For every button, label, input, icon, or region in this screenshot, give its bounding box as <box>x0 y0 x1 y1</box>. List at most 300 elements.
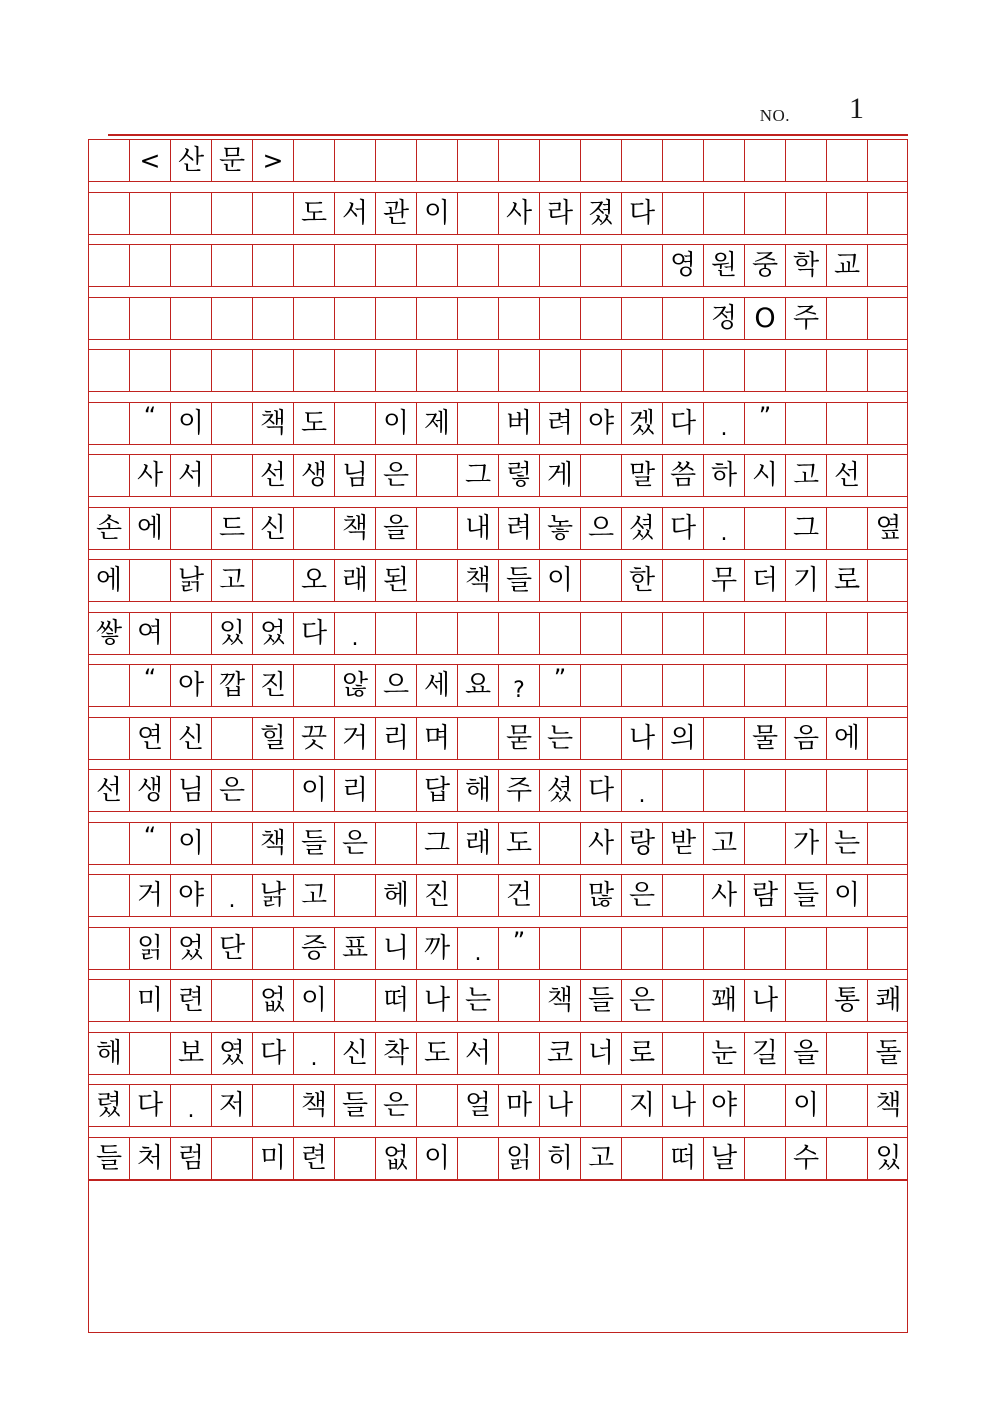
manuscript-cell[interactable]: 은 <box>622 875 663 916</box>
manuscript-cell[interactable]: 은 <box>376 455 417 496</box>
manuscript-cell[interactable] <box>458 718 499 759</box>
manuscript-cell[interactable]: 관 <box>376 193 417 234</box>
manuscript-cell[interactable]: 나 <box>663 1085 704 1126</box>
manuscript-cell[interactable] <box>499 1033 540 1074</box>
manuscript-cell[interactable] <box>663 140 704 181</box>
manuscript-cell[interactable] <box>622 245 663 286</box>
manuscript-cell[interactable]: 이 <box>171 403 212 444</box>
manuscript-cell[interactable] <box>376 140 417 181</box>
manuscript-cell[interactable]: 처 <box>130 1138 171 1179</box>
manuscript-cell[interactable] <box>499 350 540 391</box>
manuscript-cell[interactable]: 묻 <box>499 718 540 759</box>
manuscript-cell[interactable]: 무 <box>704 560 745 601</box>
manuscript-cell[interactable] <box>417 298 458 339</box>
manuscript-cell[interactable] <box>622 613 663 654</box>
manuscript-cell[interactable] <box>89 875 130 916</box>
manuscript-cell[interactable]: 착 <box>376 1033 417 1074</box>
manuscript-cell[interactable] <box>89 350 130 391</box>
manuscript-cell[interactable]: 요 <box>458 665 499 706</box>
manuscript-cell[interactable] <box>171 245 212 286</box>
manuscript-cell[interactable]: . <box>704 508 745 549</box>
manuscript-cell[interactable]: “ <box>130 403 171 444</box>
manuscript-cell[interactable]: 서 <box>335 193 376 234</box>
manuscript-cell[interactable] <box>581 140 622 181</box>
manuscript-cell[interactable]: 다 <box>663 403 704 444</box>
manuscript-cell[interactable] <box>89 298 130 339</box>
manuscript-cell[interactable]: 이 <box>786 1085 827 1126</box>
manuscript-cell[interactable] <box>868 718 909 759</box>
manuscript-cell[interactable]: 렇 <box>499 455 540 496</box>
manuscript-cell[interactable] <box>540 823 581 864</box>
manuscript-cell[interactable] <box>171 613 212 654</box>
manuscript-cell[interactable] <box>581 613 622 654</box>
manuscript-cell[interactable]: 원 <box>704 245 745 286</box>
manuscript-cell[interactable]: 세 <box>417 665 458 706</box>
manuscript-cell[interactable]: 낡 <box>253 875 294 916</box>
manuscript-cell[interactable]: 라 <box>540 193 581 234</box>
manuscript-cell[interactable]: 이 <box>417 1138 458 1179</box>
manuscript-cell[interactable] <box>827 928 868 969</box>
manuscript-cell[interactable]: 들 <box>499 560 540 601</box>
manuscript-cell[interactable]: 책 <box>253 823 294 864</box>
manuscript-cell[interactable]: 다 <box>581 770 622 811</box>
manuscript-cell[interactable]: 떠 <box>376 980 417 1021</box>
manuscript-cell[interactable]: 씀 <box>663 455 704 496</box>
manuscript-cell[interactable]: 로 <box>827 560 868 601</box>
manuscript-cell[interactable]: 교 <box>827 245 868 286</box>
manuscript-cell[interactable] <box>540 613 581 654</box>
manuscript-cell[interactable]: 들 <box>786 875 827 916</box>
manuscript-cell[interactable]: 에 <box>130 508 171 549</box>
manuscript-cell[interactable]: 는 <box>827 823 868 864</box>
manuscript-cell[interactable]: 답 <box>417 770 458 811</box>
manuscript-cell[interactable]: 한 <box>622 560 663 601</box>
manuscript-cell[interactable]: 책 <box>335 508 376 549</box>
manuscript-cell[interactable]: 미 <box>130 980 171 1021</box>
manuscript-cell[interactable]: 주 <box>786 298 827 339</box>
manuscript-cell[interactable] <box>458 613 499 654</box>
manuscript-cell[interactable]: 날 <box>704 1138 745 1179</box>
manuscript-cell[interactable] <box>786 928 827 969</box>
manuscript-cell[interactable]: 기 <box>786 560 827 601</box>
manuscript-cell[interactable] <box>335 403 376 444</box>
manuscript-cell[interactable] <box>212 193 253 234</box>
manuscript-cell[interactable] <box>581 350 622 391</box>
manuscript-cell[interactable] <box>827 770 868 811</box>
manuscript-cell[interactable]: 진 <box>253 665 294 706</box>
manuscript-cell[interactable] <box>540 140 581 181</box>
manuscript-cell[interactable] <box>253 560 294 601</box>
manuscript-cell[interactable]: 하 <box>704 455 745 496</box>
manuscript-cell[interactable] <box>663 928 704 969</box>
manuscript-cell[interactable] <box>868 403 909 444</box>
manuscript-cell[interactable]: 은 <box>622 980 663 1021</box>
manuscript-cell[interactable] <box>212 823 253 864</box>
manuscript-cell[interactable] <box>253 770 294 811</box>
manuscript-cell[interactable] <box>376 350 417 391</box>
manuscript-cell[interactable]: . <box>171 1085 212 1126</box>
manuscript-cell[interactable]: ” <box>745 403 786 444</box>
manuscript-cell[interactable]: 셨 <box>622 508 663 549</box>
manuscript-cell[interactable] <box>581 665 622 706</box>
manuscript-cell[interactable]: 돌 <box>875 1037 902 1069</box>
manuscript-cell[interactable] <box>458 140 499 181</box>
manuscript-cell[interactable] <box>745 928 786 969</box>
manuscript-cell[interactable]: 쌓 <box>89 613 130 654</box>
manuscript-cell[interactable]: 사 <box>704 875 745 916</box>
manuscript-cell[interactable]: . <box>335 613 376 654</box>
manuscript-cell[interactable]: 이 <box>171 823 212 864</box>
manuscript-cell[interactable] <box>868 665 909 706</box>
manuscript-cell[interactable]: 도 <box>417 1033 458 1074</box>
manuscript-cell[interactable]: 학 <box>786 245 827 286</box>
manuscript-cell[interactable]: 아 <box>171 665 212 706</box>
manuscript-cell[interactable] <box>294 245 335 286</box>
manuscript-cell[interactable]: 보 <box>171 1033 212 1074</box>
manuscript-cell[interactable]: . <box>458 928 499 969</box>
manuscript-cell[interactable] <box>622 665 663 706</box>
manuscript-cell[interactable] <box>253 298 294 339</box>
manuscript-cell[interactable]: 정 <box>704 298 745 339</box>
manuscript-cell[interactable] <box>499 140 540 181</box>
manuscript-cell[interactable] <box>417 140 458 181</box>
manuscript-cell[interactable] <box>786 665 827 706</box>
manuscript-cell[interactable]: 중 <box>745 245 786 286</box>
manuscript-cell[interactable] <box>663 665 704 706</box>
manuscript-cell[interactable]: 얼 <box>458 1085 499 1126</box>
manuscript-cell[interactable]: 깝 <box>212 665 253 706</box>
manuscript-cell[interactable] <box>745 350 786 391</box>
manuscript-cell[interactable]: 끗 <box>294 718 335 759</box>
manuscript-cell[interactable] <box>581 298 622 339</box>
manuscript-cell[interactable]: 꽤 <box>704 980 745 1021</box>
manuscript-cell[interactable]: 래 <box>458 823 499 864</box>
manuscript-cell[interactable] <box>417 245 458 286</box>
manuscript-cell[interactable]: 렸 <box>89 1085 130 1126</box>
manuscript-cell[interactable] <box>376 770 417 811</box>
manuscript-cell[interactable]: 며 <box>417 718 458 759</box>
manuscript-cell[interactable]: 럼 <box>171 1138 212 1179</box>
manuscript-cell[interactable] <box>622 1138 663 1179</box>
manuscript-cell[interactable]: 게 <box>540 455 581 496</box>
manuscript-cell[interactable] <box>212 298 253 339</box>
manuscript-cell[interactable] <box>212 980 253 1021</box>
manuscript-cell[interactable]: 이 <box>376 403 417 444</box>
manuscript-cell[interactable]: 는 <box>458 980 499 1021</box>
manuscript-cell[interactable]: 힐 <box>253 718 294 759</box>
manuscript-cell[interactable]: 신 <box>253 508 294 549</box>
manuscript-cell[interactable]: 의 <box>663 718 704 759</box>
manuscript-cell[interactable]: 선 <box>253 455 294 496</box>
manuscript-cell[interactable] <box>540 298 581 339</box>
manuscript-cell[interactable] <box>868 140 909 181</box>
manuscript-cell[interactable] <box>89 455 130 496</box>
manuscript-cell[interactable]: 려 <box>540 403 581 444</box>
manuscript-cell[interactable] <box>704 770 745 811</box>
manuscript-cell[interactable]: 람 <box>745 875 786 916</box>
manuscript-cell[interactable] <box>417 1085 458 1126</box>
manuscript-cell[interactable] <box>868 245 909 286</box>
manuscript-cell[interactable]: 말 <box>622 455 663 496</box>
manuscript-cell[interactable] <box>171 193 212 234</box>
manuscript-cell[interactable] <box>335 245 376 286</box>
manuscript-cell[interactable]: 책 <box>253 403 294 444</box>
manuscript-cell[interactable]: 진 <box>417 875 458 916</box>
manuscript-cell[interactable] <box>130 1033 171 1074</box>
manuscript-cell[interactable]: 이 <box>827 875 868 916</box>
manuscript-cell[interactable]: 님 <box>335 455 376 496</box>
manuscript-cell[interactable]: 그 <box>786 508 827 549</box>
manuscript-cell[interactable] <box>704 140 745 181</box>
manuscript-cell[interactable]: ? <box>499 665 540 706</box>
manuscript-cell[interactable] <box>827 298 868 339</box>
manuscript-cell[interactable]: . <box>212 875 253 916</box>
manuscript-cell[interactable]: 신 <box>335 1033 376 1074</box>
manuscript-cell[interactable]: 로 <box>622 1033 663 1074</box>
manuscript-cell[interactable]: 서 <box>458 1033 499 1074</box>
manuscript-cell[interactable]: 영 <box>663 245 704 286</box>
manuscript-cell[interactable] <box>663 560 704 601</box>
manuscript-cell[interactable]: 사 <box>499 193 540 234</box>
manuscript-cell[interactable]: 고 <box>294 875 335 916</box>
manuscript-cell[interactable] <box>212 455 253 496</box>
manuscript-cell[interactable]: 은 <box>376 1085 417 1126</box>
manuscript-cell[interactable] <box>704 193 745 234</box>
manuscript-cell[interactable] <box>827 140 868 181</box>
manuscript-cell[interactable]: 여 <box>130 613 171 654</box>
manuscript-cell[interactable] <box>499 298 540 339</box>
manuscript-cell[interactable]: 까 <box>417 928 458 969</box>
manuscript-cell[interactable] <box>786 193 827 234</box>
manuscript-cell[interactable]: 더 <box>745 560 786 601</box>
manuscript-cell[interactable]: 떠 <box>663 1138 704 1179</box>
manuscript-cell[interactable] <box>827 1033 868 1074</box>
manuscript-cell[interactable]: 내 <box>458 508 499 549</box>
manuscript-cell[interactable] <box>622 298 663 339</box>
manuscript-cell[interactable]: 많 <box>581 875 622 916</box>
manuscript-cell[interactable] <box>130 298 171 339</box>
manuscript-cell[interactable] <box>663 770 704 811</box>
manuscript-cell[interactable]: 있 <box>875 1142 902 1174</box>
manuscript-cell[interactable]: 히 <box>540 1138 581 1179</box>
manuscript-cell[interactable]: 야 <box>581 403 622 444</box>
manuscript-cell[interactable]: 졌 <box>581 193 622 234</box>
manuscript-cell[interactable]: 생 <box>294 455 335 496</box>
manuscript-cell[interactable]: 주 <box>499 770 540 811</box>
manuscript-cell[interactable] <box>827 193 868 234</box>
manuscript-cell[interactable] <box>294 350 335 391</box>
manuscript-cell[interactable]: “ <box>130 665 171 706</box>
manuscript-cell[interactable] <box>89 665 130 706</box>
manuscript-cell[interactable] <box>417 350 458 391</box>
manuscript-cell[interactable] <box>827 403 868 444</box>
manuscript-cell[interactable]: 통 <box>827 980 868 1021</box>
manuscript-cell[interactable] <box>745 770 786 811</box>
manuscript-cell[interactable]: 건 <box>499 875 540 916</box>
manuscript-cell[interactable] <box>581 560 622 601</box>
manuscript-cell[interactable]: 있 <box>212 613 253 654</box>
manuscript-cell[interactable] <box>253 245 294 286</box>
manuscript-cell[interactable] <box>376 298 417 339</box>
manuscript-cell[interactable]: 선 <box>89 770 130 811</box>
manuscript-cell[interactable]: ” <box>499 928 540 969</box>
manuscript-cell[interactable]: 손 <box>89 508 130 549</box>
manuscript-cell[interactable]: 고 <box>212 560 253 601</box>
manuscript-cell[interactable] <box>458 875 499 916</box>
manuscript-cell[interactable]: 려 <box>499 508 540 549</box>
manuscript-cell[interactable] <box>827 613 868 654</box>
manuscript-cell[interactable]: 였 <box>212 1033 253 1074</box>
manuscript-cell[interactable] <box>827 1138 868 1179</box>
manuscript-cell[interactable]: 사 <box>130 455 171 496</box>
manuscript-cell[interactable]: > <box>253 140 294 181</box>
manuscript-cell[interactable] <box>581 928 622 969</box>
manuscript-cell[interactable] <box>89 980 130 1021</box>
manuscript-cell[interactable] <box>253 193 294 234</box>
manuscript-cell[interactable] <box>663 980 704 1021</box>
manuscript-cell[interactable] <box>868 298 909 339</box>
manuscript-cell[interactable] <box>704 665 745 706</box>
manuscript-cell[interactable] <box>89 823 130 864</box>
manuscript-cell[interactable] <box>663 1033 704 1074</box>
manuscript-cell[interactable]: 야 <box>704 1085 745 1126</box>
manuscript-cell[interactable]: 다 <box>663 508 704 549</box>
manuscript-cell[interactable]: 코 <box>540 1033 581 1074</box>
manuscript-cell[interactable]: 사 <box>581 823 622 864</box>
manuscript-cell[interactable]: 들 <box>89 1138 130 1179</box>
manuscript-cell[interactable]: 은 <box>335 823 376 864</box>
manuscript-cell[interactable]: 미 <box>253 1138 294 1179</box>
manuscript-cell[interactable]: 해 <box>89 1033 130 1074</box>
manuscript-cell[interactable] <box>130 560 171 601</box>
manuscript-cell[interactable]: 나 <box>622 718 663 759</box>
manuscript-cell[interactable]: 으 <box>581 508 622 549</box>
manuscript-cell[interactable]: 다 <box>622 193 663 234</box>
manuscript-cell[interactable]: 책 <box>458 560 499 601</box>
manuscript-cell[interactable]: 눈 <box>704 1033 745 1074</box>
manuscript-cell[interactable] <box>622 928 663 969</box>
manuscript-cell[interactable]: 는 <box>540 718 581 759</box>
manuscript-cell[interactable] <box>581 455 622 496</box>
manuscript-cell[interactable]: 놓 <box>540 508 581 549</box>
manuscript-cell[interactable]: 야 <box>171 875 212 916</box>
manuscript-cell[interactable]: 너 <box>581 1033 622 1074</box>
manuscript-cell[interactable] <box>663 613 704 654</box>
manuscript-cell[interactable]: 고 <box>704 823 745 864</box>
manuscript-cell[interactable] <box>868 560 909 601</box>
manuscript-cell[interactable] <box>745 508 786 549</box>
manuscript-cell[interactable] <box>868 350 909 391</box>
manuscript-cell[interactable]: 도 <box>499 823 540 864</box>
manuscript-cell[interactable] <box>335 875 376 916</box>
manuscript-cell[interactable] <box>458 350 499 391</box>
manuscript-cell[interactable] <box>458 1138 499 1179</box>
manuscript-cell[interactable] <box>335 140 376 181</box>
manuscript-cell[interactable] <box>868 928 909 969</box>
manuscript-cell[interactable]: 고 <box>581 1138 622 1179</box>
manuscript-cell[interactable]: < <box>130 140 171 181</box>
manuscript-cell[interactable] <box>89 193 130 234</box>
manuscript-cell[interactable] <box>827 350 868 391</box>
manuscript-cell[interactable] <box>376 823 417 864</box>
manuscript-cell[interactable] <box>335 980 376 1021</box>
manuscript-cell[interactable] <box>745 665 786 706</box>
manuscript-cell[interactable]: 그 <box>417 823 458 864</box>
manuscript-cell[interactable]: 물 <box>745 718 786 759</box>
manuscript-cell[interactable] <box>253 350 294 391</box>
manuscript-cell[interactable] <box>868 875 909 916</box>
manuscript-cell[interactable] <box>663 350 704 391</box>
manuscript-cell[interactable] <box>499 613 540 654</box>
manuscript-cell[interactable]: 리 <box>335 770 376 811</box>
manuscript-cell[interactable]: 겠 <box>622 403 663 444</box>
manuscript-cell[interactable]: 련 <box>171 980 212 1021</box>
manuscript-cell[interactable]: 나 <box>540 1085 581 1126</box>
manuscript-cell[interactable]: 랑 <box>622 823 663 864</box>
manuscript-cell[interactable]: 책 <box>540 980 581 1021</box>
manuscript-cell[interactable] <box>294 140 335 181</box>
manuscript-cell[interactable]: 쾌 <box>875 985 902 1016</box>
manuscript-cell[interactable] <box>89 245 130 286</box>
manuscript-cell[interactable] <box>704 350 745 391</box>
manuscript-cell[interactable]: 었 <box>171 928 212 969</box>
manuscript-cell[interactable] <box>745 140 786 181</box>
manuscript-cell[interactable]: 다 <box>253 1033 294 1074</box>
manuscript-cell[interactable] <box>212 245 253 286</box>
manuscript-cell[interactable] <box>827 1085 868 1126</box>
manuscript-cell[interactable]: 책 <box>294 1085 335 1126</box>
manuscript-cell[interactable]: 문 <box>212 140 253 181</box>
manuscript-cell[interactable] <box>253 1085 294 1126</box>
manuscript-cell[interactable] <box>786 980 827 1021</box>
manuscript-cell[interactable]: 신 <box>171 718 212 759</box>
manuscript-cell[interactable]: 도 <box>294 193 335 234</box>
manuscript-cell[interactable] <box>540 350 581 391</box>
manuscript-cell[interactable] <box>89 718 130 759</box>
manuscript-cell[interactable] <box>540 245 581 286</box>
manuscript-cell[interactable]: 님 <box>171 770 212 811</box>
manuscript-cell[interactable]: 래 <box>335 560 376 601</box>
manuscript-cell[interactable] <box>663 875 704 916</box>
manuscript-cell[interactable]: 도 <box>294 403 335 444</box>
manuscript-cell[interactable]: 음 <box>786 718 827 759</box>
manuscript-cell[interactable] <box>745 823 786 864</box>
manuscript-cell[interactable]: 에 <box>89 560 130 601</box>
manuscript-cell[interactable]: 낡 <box>171 560 212 601</box>
manuscript-cell[interactable]: 을 <box>786 1033 827 1074</box>
manuscript-cell[interactable] <box>581 718 622 759</box>
manuscript-cell[interactable] <box>458 193 499 234</box>
manuscript-cell[interactable] <box>376 613 417 654</box>
manuscript-cell[interactable] <box>540 928 581 969</box>
manuscript-cell[interactable]: 버 <box>499 403 540 444</box>
manuscript-cell[interactable]: 증 <box>294 928 335 969</box>
manuscript-cell[interactable]: O <box>745 298 786 339</box>
manuscript-cell[interactable]: 제 <box>417 403 458 444</box>
manuscript-cell[interactable]: 이 <box>540 560 581 601</box>
manuscript-cell[interactable] <box>89 403 130 444</box>
manuscript-cell[interactable]: 길 <box>745 1033 786 1074</box>
manuscript-cell[interactable]: 다 <box>294 613 335 654</box>
manuscript-cell[interactable]: 지 <box>622 1085 663 1126</box>
manuscript-cell[interactable] <box>335 350 376 391</box>
manuscript-cell[interactable] <box>745 613 786 654</box>
manuscript-cell[interactable] <box>786 350 827 391</box>
manuscript-cell[interactable] <box>458 245 499 286</box>
manuscript-cell[interactable]: 나 <box>417 980 458 1021</box>
manuscript-cell[interactable]: 가 <box>786 823 827 864</box>
manuscript-cell[interactable]: 표 <box>335 928 376 969</box>
